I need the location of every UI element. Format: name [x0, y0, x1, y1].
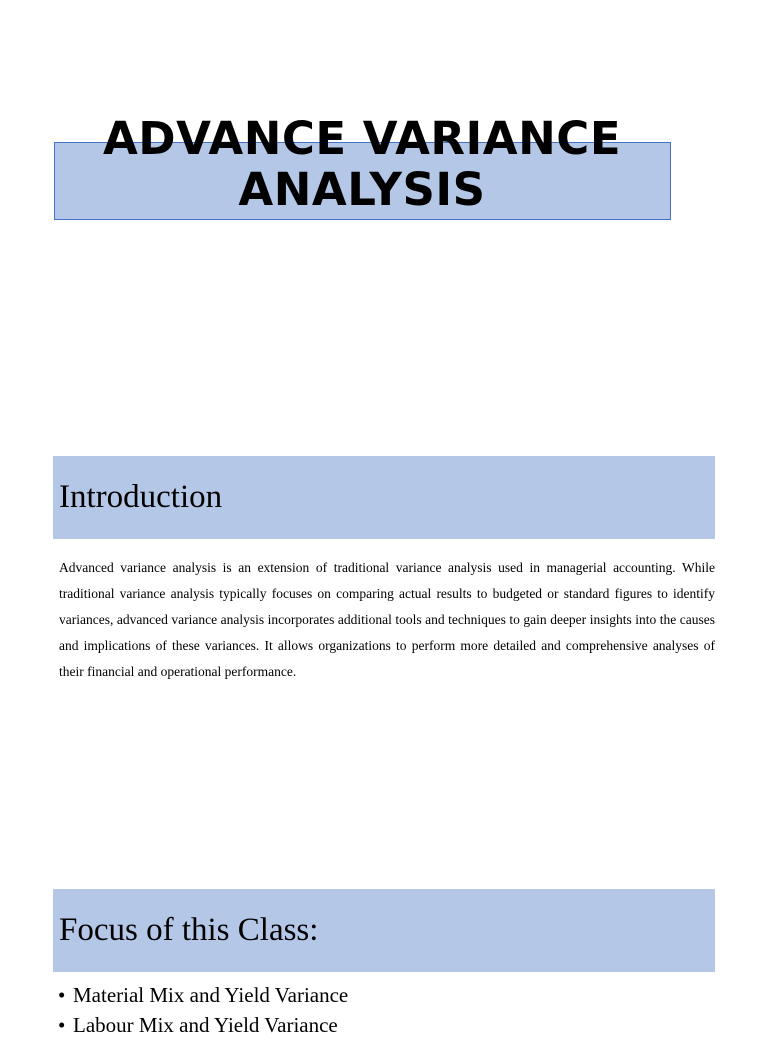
introduction-paragraph: Advanced variance analysis is an extension of traditional variance analysis used in managerial accounting. While traditional variance analysis typically focuses on comparing actual results to budgeted or standard figures to identify variances, advanced variance analysis incorporates additional tools and techniques to gain deeper insights into the causes and implications of these variances. It allows organizations to perform more detailed and comprehensive analyses of their financial and operational performance. — [59, 560, 715, 679]
list-item — [58, 980, 348, 1010]
focus-heading: Focus of this Class: — [59, 912, 319, 948]
introduction-band — [53, 456, 715, 539]
focus-band — [53, 889, 715, 972]
bullet-icon: • — [58, 1013, 66, 1037]
list-item-label: Material Mix and Yield Variance — [73, 983, 349, 1007]
focus-list — [58, 980, 348, 1040]
introduction-heading: Introduction — [59, 479, 223, 515]
list-item-label: Labour Mix and Yield Variance — [73, 1013, 338, 1037]
page-title: ADVANCE VARIANCE ANALYSIS — [102, 112, 622, 216]
bullet-icon: • — [58, 983, 66, 1007]
list-item — [58, 1010, 348, 1040]
